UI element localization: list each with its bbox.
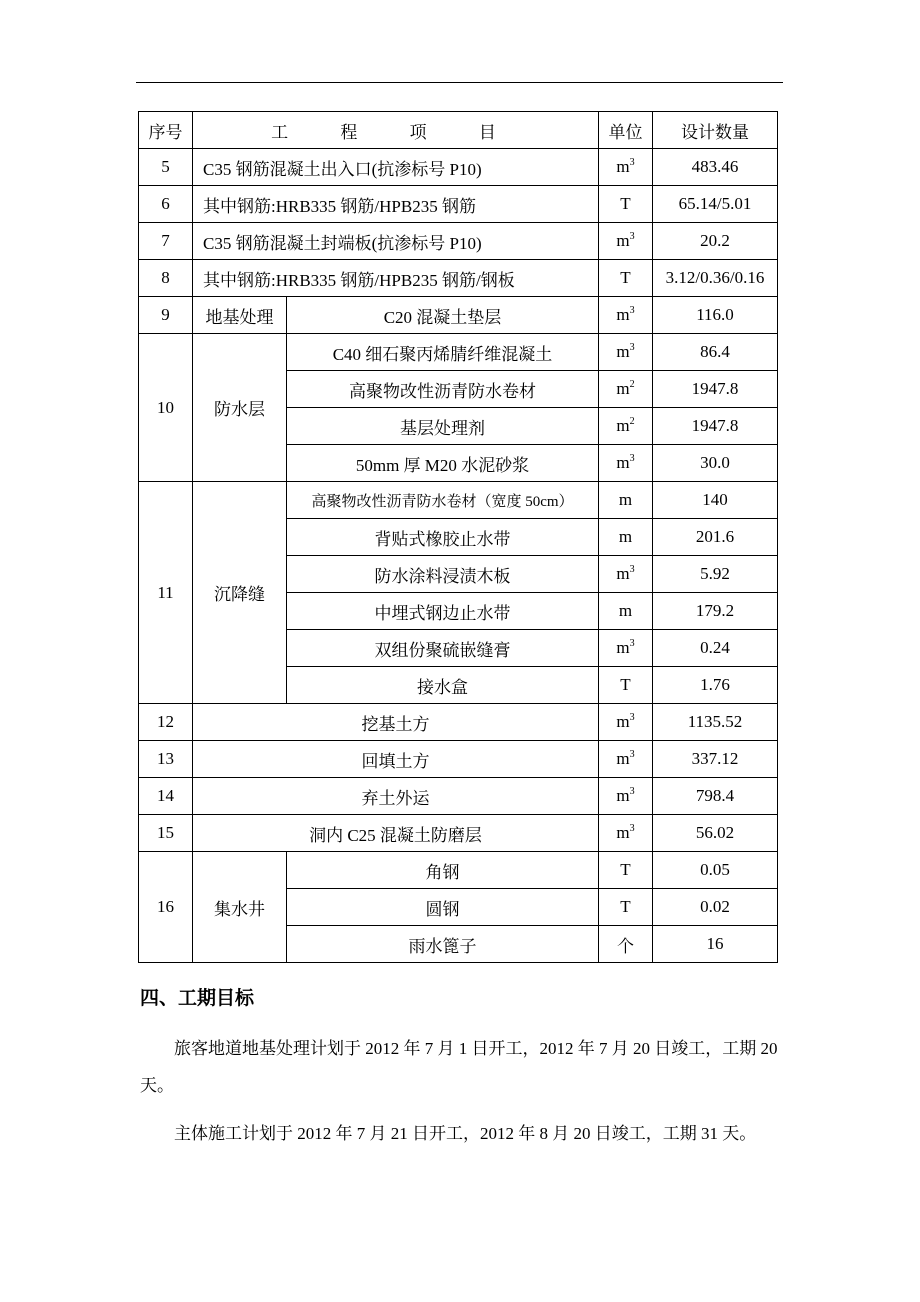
row-item: 高聚物改性沥青防水卷材（宽度 50cm） bbox=[287, 482, 599, 519]
unit-exponent: 3 bbox=[629, 157, 635, 168]
row-group: 防水层 bbox=[193, 334, 287, 482]
table-header-row bbox=[139, 112, 778, 149]
row-qty: 20.2 bbox=[653, 223, 778, 260]
row-seq: 11 bbox=[139, 482, 193, 704]
row-item: 双组份聚硫嵌缝膏 bbox=[287, 630, 599, 667]
row-seq: 6 bbox=[139, 186, 193, 223]
row-seq: 12 bbox=[139, 704, 193, 741]
header-seq: 序号 bbox=[139, 112, 193, 149]
row-qty: 179.2 bbox=[653, 593, 778, 630]
unit-text: m bbox=[616, 453, 630, 472]
row-item: 角钢 bbox=[287, 852, 599, 889]
row-unit bbox=[599, 778, 653, 815]
row-seq: 16 bbox=[139, 852, 193, 963]
row-qty: 0.02 bbox=[653, 889, 778, 926]
row-unit bbox=[599, 556, 653, 593]
unit-exponent: 3 bbox=[629, 453, 635, 464]
row-qty: 5.92 bbox=[653, 556, 778, 593]
row-unit bbox=[599, 741, 653, 778]
table-row bbox=[139, 260, 778, 297]
row-item: 50mm 厚 M20 水泥砂浆 bbox=[287, 445, 599, 482]
row-qty: 0.05 bbox=[653, 852, 778, 889]
row-qty: 337.12 bbox=[653, 741, 778, 778]
schedule-paragraph-foundation: 旅客地道地基处理计划于 2012 年 7 月 1 日开工，2012 年 7 月 20 日竣工，工期 20 天。 bbox=[140, 1039, 778, 1095]
unit-exponent: 3 bbox=[629, 231, 635, 242]
table-row bbox=[139, 149, 778, 186]
row-item: 基层处理剂 bbox=[287, 408, 599, 445]
row-unit: T bbox=[599, 186, 653, 223]
unit-exponent: 2 bbox=[629, 379, 635, 390]
row-unit bbox=[599, 371, 653, 408]
unit-exponent: 2 bbox=[629, 416, 635, 427]
unit-text: m bbox=[616, 712, 630, 731]
row-item: 圆钢 bbox=[287, 889, 599, 926]
row-item: 挖基土方 bbox=[193, 704, 599, 741]
table-row bbox=[139, 334, 778, 371]
unit-text: m bbox=[616, 342, 630, 361]
row-qty: 140 bbox=[653, 482, 778, 519]
unit-text: m bbox=[616, 638, 630, 657]
row-item: C20 混凝土垫层 bbox=[287, 297, 599, 334]
unit-text: m bbox=[616, 749, 630, 768]
row-item: 高聚物改性沥青防水卷材 bbox=[287, 371, 599, 408]
row-item: C35 钢筋混凝土出入口(抗渗标号 P10) bbox=[193, 149, 599, 186]
table-row bbox=[139, 741, 778, 778]
row-qty: 86.4 bbox=[653, 334, 778, 371]
unit-exponent: 3 bbox=[629, 638, 635, 649]
row-qty: 3.12/0.36/0.16 bbox=[653, 260, 778, 297]
unit-text: m bbox=[616, 564, 630, 583]
unit-exponent: 3 bbox=[629, 712, 635, 723]
row-qty: 483.46 bbox=[653, 149, 778, 186]
table-row bbox=[139, 815, 778, 852]
unit-text: m bbox=[616, 379, 630, 398]
unit-exponent: 3 bbox=[629, 305, 635, 316]
unit-text: m bbox=[616, 786, 630, 805]
row-unit bbox=[599, 408, 653, 445]
row-item: 中埋式钢边止水带 bbox=[287, 593, 599, 630]
table-row bbox=[139, 223, 778, 260]
row-qty: 1947.8 bbox=[653, 371, 778, 408]
unit-text: m bbox=[616, 231, 630, 250]
row-qty: 116.0 bbox=[653, 297, 778, 334]
row-unit: m bbox=[599, 593, 653, 630]
row-qty: 1947.8 bbox=[653, 408, 778, 445]
unit-exponent: 3 bbox=[629, 564, 635, 575]
row-qty: 65.14/5.01 bbox=[653, 186, 778, 223]
row-seq: 10 bbox=[139, 334, 193, 482]
row-seq: 13 bbox=[139, 741, 193, 778]
row-unit bbox=[599, 630, 653, 667]
row-qty: 201.6 bbox=[653, 519, 778, 556]
row-item: 洞内 C25 混凝土防磨层 bbox=[193, 815, 599, 852]
unit-text: m bbox=[616, 305, 630, 324]
row-item: 弃土外运 bbox=[193, 778, 599, 815]
row-unit bbox=[599, 149, 653, 186]
unit-exponent: 3 bbox=[629, 342, 635, 353]
table-row bbox=[139, 297, 778, 334]
table-row bbox=[139, 186, 778, 223]
row-item: 背贴式橡胶止水带 bbox=[287, 519, 599, 556]
row-qty: 0.24 bbox=[653, 630, 778, 667]
row-item: C40 细石聚丙烯腈纤维混凝土 bbox=[287, 334, 599, 371]
header-unit: 单位 bbox=[599, 112, 653, 149]
unit-text: m bbox=[616, 157, 630, 176]
row-unit bbox=[599, 445, 653, 482]
header-qty: 设计数量 bbox=[653, 112, 778, 149]
row-seq: 9 bbox=[139, 297, 193, 334]
row-item: 接水盒 bbox=[287, 667, 599, 704]
row-qty: 1.76 bbox=[653, 667, 778, 704]
row-unit bbox=[599, 334, 653, 371]
row-group: 集水井 bbox=[193, 852, 287, 963]
row-group: 沉降缝 bbox=[193, 482, 287, 704]
row-item: 其中钢筋:HRB335 钢筋/HPB235 钢筋 bbox=[193, 186, 599, 223]
row-unit: T bbox=[599, 889, 653, 926]
row-item: 回填土方 bbox=[193, 741, 599, 778]
row-item: 雨水篦子 bbox=[287, 926, 599, 963]
row-item: C35 钢筋混凝土封端板(抗渗标号 P10) bbox=[193, 223, 599, 260]
unit-text: m bbox=[616, 823, 630, 842]
unit-exponent: 3 bbox=[629, 749, 635, 760]
row-unit: m bbox=[599, 482, 653, 519]
row-unit bbox=[599, 223, 653, 260]
row-unit: T bbox=[599, 260, 653, 297]
row-seq: 14 bbox=[139, 778, 193, 815]
table-row bbox=[139, 482, 778, 519]
table-row bbox=[139, 852, 778, 889]
row-seq: 5 bbox=[139, 149, 193, 186]
schedule-paragraph-main: 主体施工计划于 2012 年 7 月 21 日开工，2012 年 8 月 20 日竣工，工期 31 天。 bbox=[174, 1124, 757, 1143]
table-row bbox=[139, 778, 778, 815]
row-unit bbox=[599, 704, 653, 741]
row-unit: 个 bbox=[599, 926, 653, 963]
row-unit bbox=[599, 297, 653, 334]
row-unit: T bbox=[599, 667, 653, 704]
row-group: 地基处理 bbox=[193, 297, 287, 334]
header-item: 工 程 项 目 bbox=[193, 112, 599, 149]
unit-exponent: 3 bbox=[629, 786, 635, 797]
header-rule bbox=[136, 82, 783, 83]
unit-exponent: 3 bbox=[629, 823, 635, 834]
row-seq: 15 bbox=[139, 815, 193, 852]
unit-text: m bbox=[616, 416, 630, 435]
row-seq: 8 bbox=[139, 260, 193, 297]
quantity-table bbox=[138, 111, 778, 963]
row-seq: 7 bbox=[139, 223, 193, 260]
row-unit: m bbox=[599, 519, 653, 556]
row-item: 防水涂料浸渍木板 bbox=[287, 556, 599, 593]
row-qty: 56.02 bbox=[653, 815, 778, 852]
row-unit bbox=[599, 815, 653, 852]
table-row bbox=[139, 704, 778, 741]
row-qty: 16 bbox=[653, 926, 778, 963]
section-title: 四、工期目标 bbox=[140, 987, 255, 1009]
row-item: 其中钢筋:HRB335 钢筋/HPB235 钢筋/钢板 bbox=[193, 260, 599, 297]
row-qty: 30.0 bbox=[653, 445, 778, 482]
row-unit: T bbox=[599, 852, 653, 889]
row-qty: 1135.52 bbox=[653, 704, 778, 741]
row-qty: 798.4 bbox=[653, 778, 778, 815]
